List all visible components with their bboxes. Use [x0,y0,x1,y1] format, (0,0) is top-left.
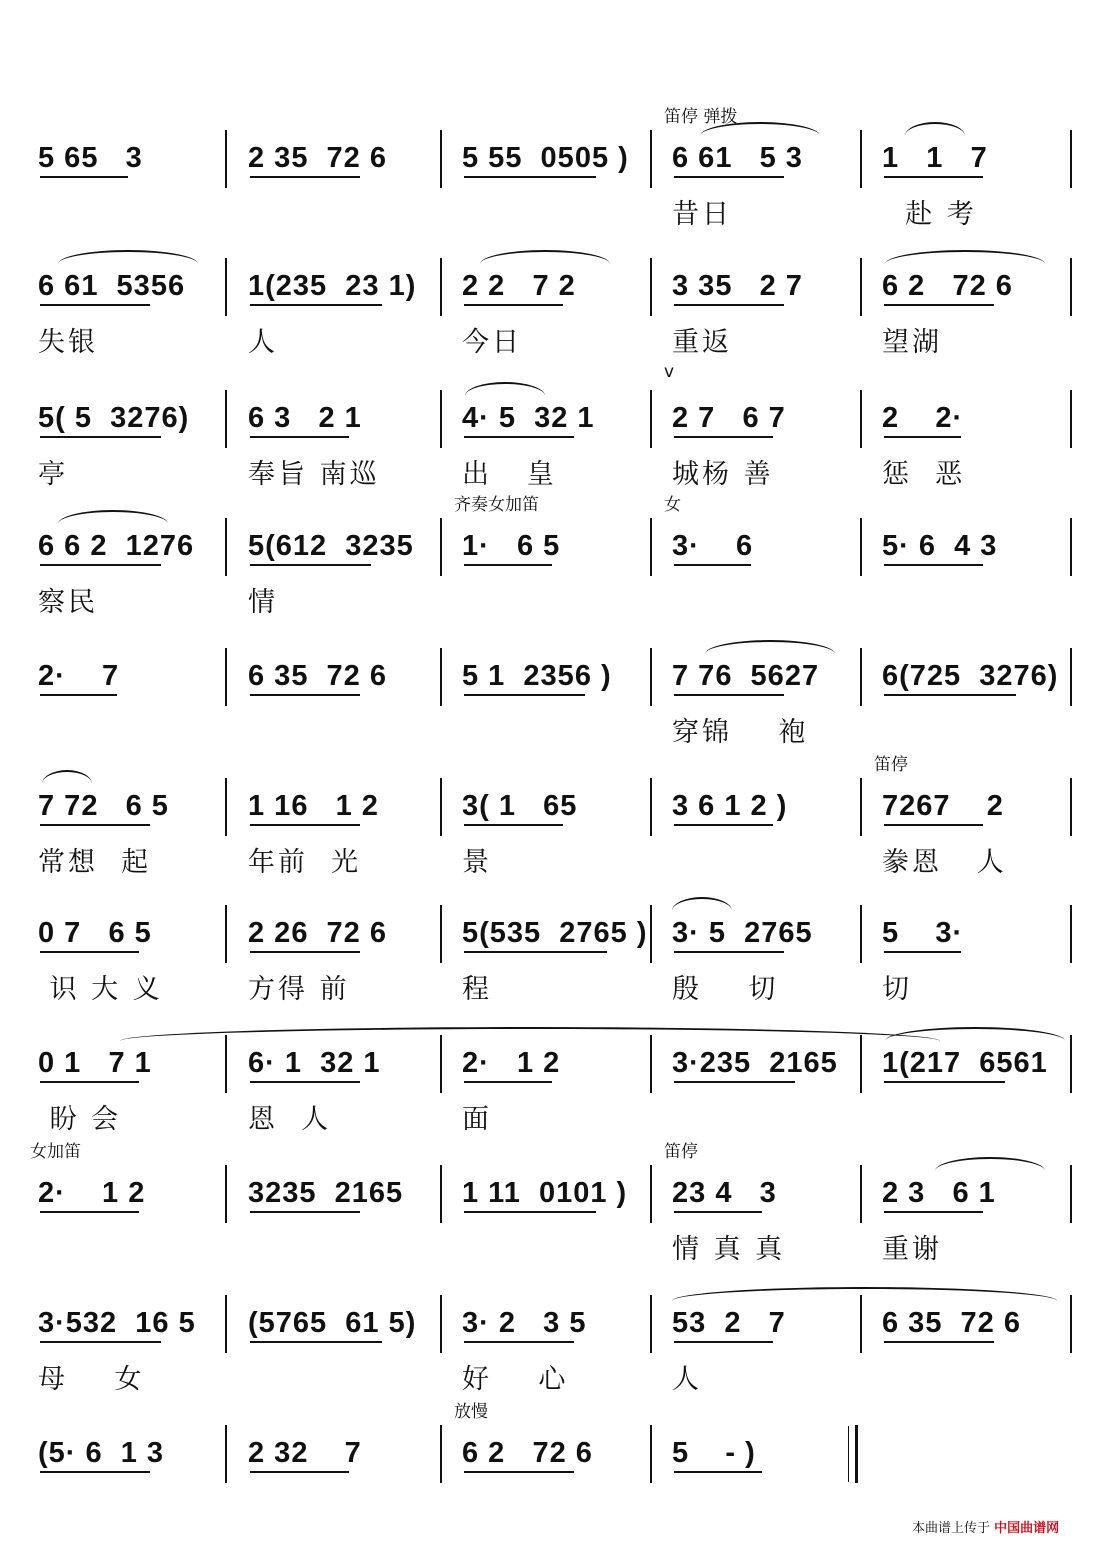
final-barline [855,1425,858,1483]
measure-notes: 3· 5 2765 [672,917,813,949]
measure-lyrics: 景 [462,847,492,878]
barline [860,778,862,836]
barline [650,1165,652,1223]
beam-underline [674,824,773,826]
barline [650,258,652,316]
measure-lyrics: 出 皇 [462,459,557,490]
measure-lyrics: 亭 [38,459,68,490]
measure-notes: 23 4 3 [672,1177,777,1209]
measure-notes: 5( 5 3276) [38,402,190,434]
barline [225,390,227,448]
measure-lyrics: 城杨 善 [672,459,774,490]
performance-mark: 笛停 弹拨 [664,107,738,127]
measure-notes: 5(535 2765 ) [462,917,648,949]
performance-mark: 笛停 [874,755,908,775]
measure-lyrics: 情 真 真 [672,1234,786,1265]
barline [1070,390,1072,448]
beam-underline [674,1471,762,1473]
beam-underline [250,1211,360,1213]
barline [1070,518,1072,576]
beam-underline [464,304,563,306]
beam-underline [464,1341,574,1343]
barline [1070,905,1072,963]
performance-mark: v [664,362,675,382]
beam-underline [884,304,994,306]
barline [650,130,652,188]
measure-notes: 6 2 72 6 [882,270,1013,302]
slur [705,640,835,668]
measure-notes: 1· 6 5 [462,530,561,562]
slur [672,897,732,925]
measure-lyrics: 人 [248,327,278,358]
performance-mark: 笛停 [664,1142,698,1162]
measure-notes: 3·235 2165 [672,1047,838,1079]
slur [58,250,198,278]
beam-underline [464,694,585,696]
beam-underline [250,951,360,953]
slur [700,122,820,150]
measure-notes: 3·532 16 5 [38,1307,196,1339]
measure-notes: 2 7 6 7 [672,402,786,434]
beam-underline [674,694,784,696]
measure-notes: 2· 1 2 [462,1047,561,1079]
measure-notes: 7 76 5627 [672,660,820,692]
barline [225,1295,227,1353]
performance-mark: 女 [664,495,681,515]
measure-notes: 2 35 72 6 [248,142,387,174]
beam-underline [250,564,371,566]
measure-lyrics: 赴 考 [882,199,977,230]
barline [440,905,442,963]
measure-lyrics: 失银 [38,327,98,358]
measure-notes: 2 2· [882,402,964,434]
measure-notes: 4· 5 32 1 [462,402,595,434]
slur [885,250,1045,278]
barline [650,390,652,448]
barline [440,1165,442,1223]
measure-lyrics: 昔日 [672,199,732,230]
barline [1070,130,1072,188]
measure-lyrics: 惩 恶 [882,459,966,490]
measure-notes: 5 3· [882,917,964,949]
barline [225,130,227,188]
barline [1070,1165,1072,1223]
barline [650,648,652,706]
slur [905,122,965,150]
barline [225,1165,227,1223]
measure-notes: 6· 1 32 1 [248,1047,381,1079]
barline [225,648,227,706]
slur [672,1287,1057,1315]
performance-mark: 女加笛 [30,1142,81,1162]
barline [440,130,442,188]
measure-notes: 6 2 72 6 [462,1437,593,1469]
barline [225,518,227,576]
barline [440,258,442,316]
measure-notes: 3 35 2 7 [672,270,803,302]
measure-notes: 2 2 7 2 [462,270,576,302]
barline [1070,258,1072,316]
barline [860,1165,862,1223]
measure-lyrics: 切 [882,974,912,1005]
beam-underline [464,436,574,438]
beam-underline [674,564,751,566]
barline [440,648,442,706]
measure-notes: 2· 7 [38,660,120,692]
measure-notes: 5(612 3235 [248,530,414,562]
measure-lyrics: 穿锦 袍 [672,717,809,748]
measure-notes: 2 26 72 6 [248,917,387,949]
measure-notes: 1 1 7 [882,142,988,174]
beam-underline [674,1081,795,1083]
beam-underline [250,694,360,696]
beam-underline [250,176,360,178]
beam-underline [40,1211,139,1213]
beam-underline [464,951,607,953]
measure-lyrics: 情 [248,587,278,618]
measure-notes: (5· 6 1 3 [38,1437,165,1469]
barline [860,130,862,188]
measure-notes: 6 61 5 3 [672,142,803,174]
measure-notes: 3( 1 65 [462,790,578,822]
measure-lyrics: 面 [462,1104,492,1135]
beam-underline [674,436,773,438]
measure-lyrics: 盼 会 [38,1104,122,1135]
beam-underline [884,824,983,826]
barline [650,905,652,963]
measure-notes: 1 11 0101 ) [462,1177,628,1209]
beam-underline [464,1471,574,1473]
measure-lyrics: 恩 人 [248,1104,332,1135]
beam-underline [250,1081,360,1083]
barline [440,778,442,836]
beam-underline [250,1341,382,1343]
score-line [0,905,1111,1025]
barline [860,258,862,316]
score-line [0,755,1111,898]
measure-lyrics: 好 心 [462,1364,569,1395]
measure-lyrics: 常想 起 [38,847,152,878]
beam-underline [884,436,961,438]
measure-notes: 2 3 6 1 [882,1177,996,1209]
slur [120,1027,940,1055]
barline [440,390,442,448]
beam-underline [674,176,784,178]
barline [1070,648,1072,706]
beam-underline [250,824,360,826]
slur [480,250,610,278]
barline [650,518,652,576]
barline [225,905,227,963]
measure-notes: 6 35 72 6 [882,1307,1021,1339]
barline [860,390,862,448]
measure-notes: 1(235 23 1) [248,270,417,302]
performance-mark: 齐奏女加笛 [454,495,539,515]
measure-lyrics: 察民 [38,587,98,618]
beam-underline [40,1471,150,1473]
beam-underline [40,564,161,566]
barline [650,1425,652,1483]
slur [58,510,168,538]
measure-notes: 1 16 1 2 [248,790,379,822]
measure-notes: 3 6 1 2 ) [672,790,788,822]
beam-underline [40,436,161,438]
score-line [0,362,1111,510]
beam-underline [884,176,983,178]
beam-underline [40,694,117,696]
barline [650,1295,652,1353]
beam-underline [40,1081,139,1083]
measure-lyrics: 母 女 [38,1364,145,1395]
beam-underline [884,564,983,566]
beam-underline [674,304,784,306]
barline [225,1425,227,1483]
beam-underline [40,304,150,306]
measure-notes: 2· 1 2 [38,1177,146,1209]
measure-notes: 6(725 3276) [882,660,1059,692]
measure-notes: 5· 6 4 3 [882,530,998,562]
measure-lyrics: 今日 [462,327,522,358]
beam-underline [464,1081,552,1083]
beam-underline [464,1211,596,1213]
beam-underline [884,1211,983,1213]
slur [42,770,92,798]
barline [860,518,862,576]
measure-notes: 7 72 6 5 [38,790,169,822]
beam-underline [40,824,150,826]
performance-mark: 放慢 [454,1402,488,1422]
barline [1070,1295,1072,1353]
measure-lyrics: 重谢 [882,1234,942,1265]
measure-lyrics: 重返 [672,327,732,358]
measure-lyrics: 程 [462,974,492,1005]
measure-lyrics: 豢恩 人 [882,847,1007,878]
barline [225,258,227,316]
barline [440,1425,442,1483]
measure-notes: 7267 2 [882,790,1004,822]
barline [1070,1035,1072,1093]
measure-notes: 5 65 3 [38,142,143,174]
beam-underline [250,1471,349,1473]
measure-lyrics: 方得 前 [248,974,350,1005]
measure-lyrics: 奉旨 南巡 [248,459,380,490]
beam-underline [464,176,596,178]
score-line [0,648,1111,768]
beam-underline [464,564,552,566]
beam-underline [40,1341,161,1343]
barline [225,778,227,836]
measure-notes: 0 7 6 5 [38,917,152,949]
measure-notes: 3· 6 [672,530,754,562]
measure-notes: 0 1 7 1 [38,1047,152,1079]
beam-underline [674,1211,762,1213]
site-logo: 中国曲谱网 [994,1521,1060,1536]
measure-notes: 6 61 5356 [38,270,186,302]
beam-underline [464,824,563,826]
beam-underline [674,951,784,953]
footer-prefix: 本曲谱上传于 [912,1521,991,1536]
barline [860,648,862,706]
barline [650,778,652,836]
measure-notes: 5 1 2356 ) [462,660,612,692]
beam-underline [40,176,128,178]
measure-notes: 6 35 72 6 [248,660,387,692]
barline [440,1295,442,1353]
measure-notes: 6 6 2 1276 [38,530,195,562]
measure-notes: 53 2 7 [672,1307,786,1339]
measure-notes: 1(217 6561 [882,1047,1048,1079]
beam-underline [250,304,382,306]
beam-underline [674,1341,773,1343]
measure-lyrics: 殷 切 [672,974,779,1005]
measure-lyrics: 望湖 [882,327,942,358]
beam-underline [40,951,139,953]
measure-lyrics: 年前 光 [248,847,362,878]
slur [935,1157,1045,1185]
measure-notes: 6 3 2 1 [248,402,362,434]
measure-lyrics: 识 大 义 [38,974,163,1005]
barline [860,905,862,963]
barline [1070,778,1072,836]
measure-notes: 5 55 0505 ) [462,142,629,174]
slur [465,382,545,410]
measure-notes: 2 32 7 [248,1437,362,1469]
barline [440,518,442,576]
measure-notes: (5765 61 5) [248,1307,417,1339]
beam-underline [884,694,1016,696]
beam-underline [884,1341,994,1343]
measure-notes: 5 - ) [672,1437,756,1469]
footer-credit [912,1517,1059,1536]
beam-underline [884,1081,1005,1083]
beam-underline [250,436,349,438]
measure-notes: 3· 2 3 5 [462,1307,587,1339]
measure-notes: 3235 2165 [248,1177,404,1209]
beam-underline [884,951,961,953]
measure-lyrics: 人 [672,1364,702,1395]
